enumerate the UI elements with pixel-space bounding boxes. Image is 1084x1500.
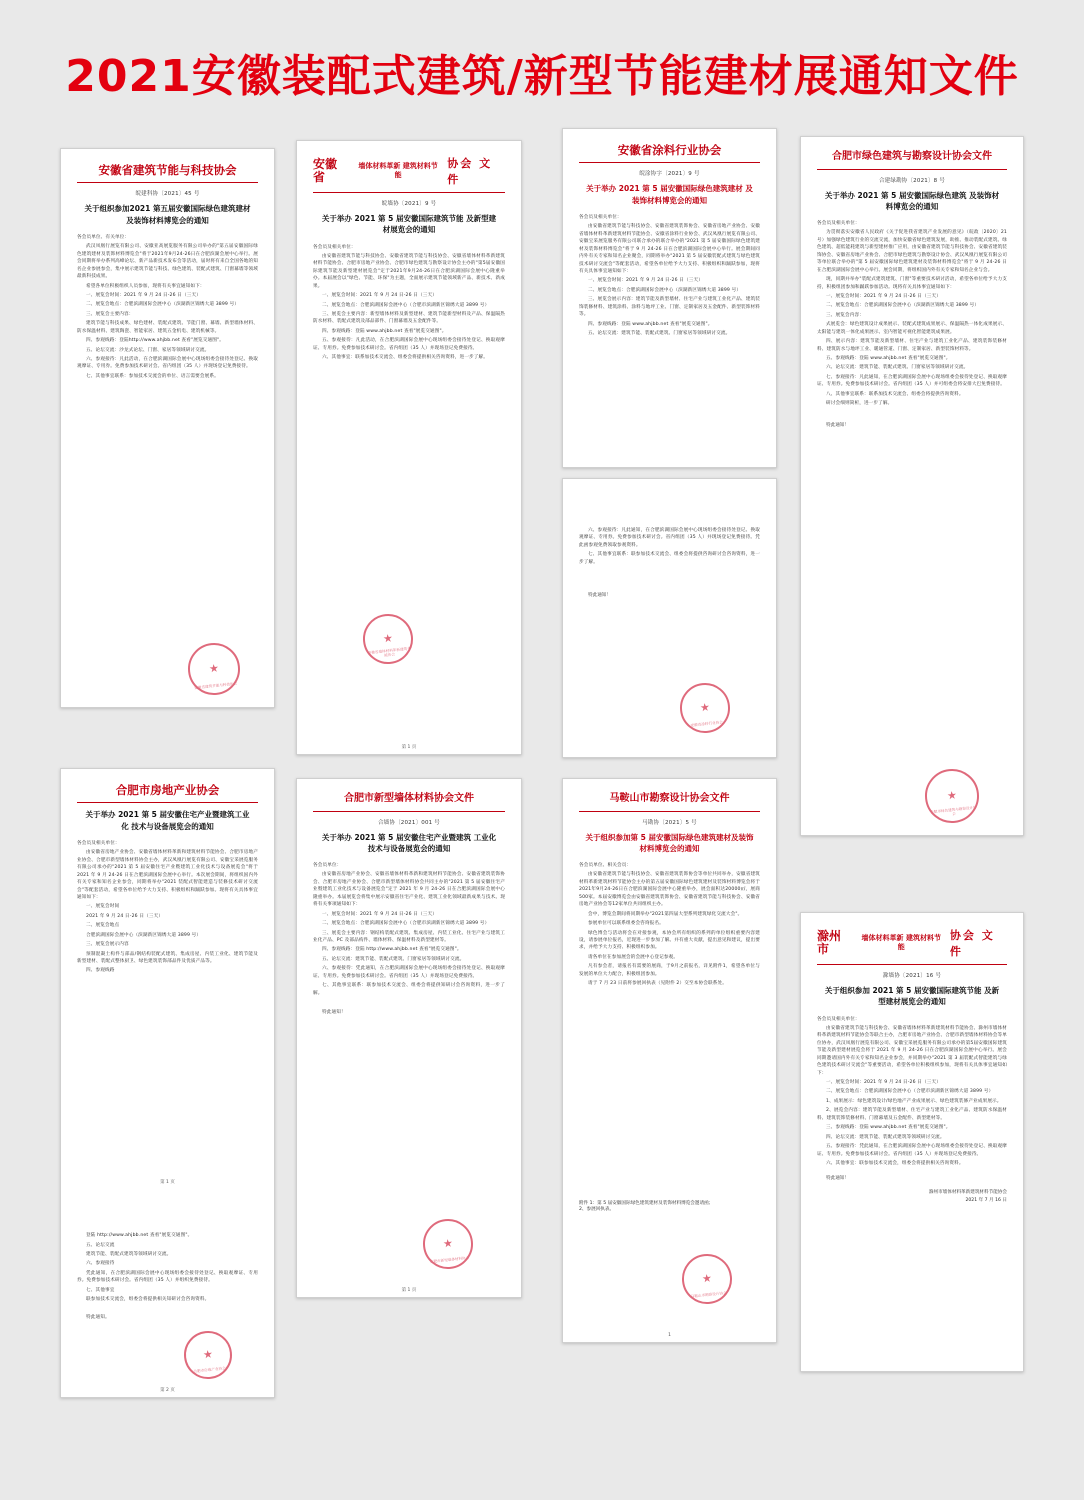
doc-header-left: 滁州市: [817, 929, 842, 956]
attachment-item: 2、参展回执表。: [579, 1207, 615, 1212]
paragraph: 希望各单位积极组织人员参加，现将有关事宜通知如下：: [86, 283, 205, 289]
paragraph: 预制混凝土构件与部品/钢结构装配式建筑、集成房屋、内装工业化、建筑节能及新型建材、装配式整体厨卫、绿色建筑装饰部品件及优质产品等。: [77, 951, 258, 964]
paragraph: 由安徽省建筑节能与科技协会、安徽省建筑装饰协会、安徽省房地产业协会、安徽省墙体材料革新建筑材料节能协会、安徽省涂料行业协会、武汉凤凰行展览有限公司、安徽宝采展览服务有限公司联合承办的联合举办的"2021 第 5 届安徽国际绿色建筑建材及装饰材料博览会"将于 9 月 24-26 日在合肥滨湖国际会展中心举行。展会期间同内外有关专家和知名企业聚会，同期将举办"2021 第 5 届安徽装配式建筑与绿色建筑技术研讨交流会"等配套活动，希望各单位给予大力支持、积极组织和踊跃参加，现将有关具体事宜通知如下：: [579, 224, 760, 274]
official-seal: [182, 1329, 235, 1382]
header-rule: [579, 162, 760, 163]
doc-body: [579, 527, 760, 566]
paragraph: 五、参观线路：登陆 www.ahjbb.net 查看"展览交通图"。: [826, 356, 951, 361]
seal-text: ★ 合肥市绿色建筑与勘察设计协会: [930, 805, 977, 817]
salutation: 各会员及相关单位：: [313, 244, 356, 250]
doc-title: 关于举办 2021 第 5 届安徽国际建筑节能 及新型建材展览会的通知: [321, 214, 497, 235]
doc-title: 关于组织参加第 5 届安徽国际绿色建筑建材及装饰 材料博览会的通知: [585, 832, 754, 853]
doc-header: 合肥市新型墙体材料协会文件: [344, 793, 474, 804]
paragraph: 二、展览会地点：合肥滨湖国际会展中心（合肥市滨湖新区锦绣大道 3899 号）: [322, 302, 490, 308]
doc-header: 安徽省建筑节能与科技协会: [98, 163, 237, 177]
doc-header-right: 协会 文件: [949, 929, 995, 958]
signature-org: 滁州市墙体材料革新建筑材料节能协会: [928, 1190, 1007, 1196]
paragraph: 请各单位在参加展会的会展中心登记参观。: [588, 954, 679, 960]
paragraph: 由安徽省房地产业协会、安徽省墙体材料革新和建筑材料节能协会、安徽省建筑装饰协会、合肥市房地产业协会、合肥市新型墙体材料协会共同主办的"2021 第 5 届安徽住宅产业暨建筑工业化技术与设备展览会"定于 2021 年 9 月 24-26 日在合肥滨湖国际会展中心隆重举办。本届展览会将集中展示安徽省住宅产业化、建筑工业化领域最新成果与技术。现将有关事项通知如下：: [313, 872, 505, 908]
paragraph: 参展单位可以联系组委会咨询报名。: [588, 921, 664, 927]
paragraph: 六、论坛交流：建筑节能、装配式建筑、门窗家居等领域研讨交流。: [826, 365, 969, 371]
document-card-chuzhou-qiangti: [800, 912, 1024, 1372]
paragraph: 三、展览会主要内容：新型墙体材料及新型建材、建筑节能新型材料及产品、保温隔热防水材料、装配式建筑及部品部件、门窗幕墙及五金配件等。: [313, 312, 505, 325]
closing-note: 特此通知！: [826, 422, 849, 428]
page-number: 第 1 页: [401, 1288, 417, 1293]
document-card-hefei-xinxing-qiangti: [296, 778, 522, 1298]
doc-title: 关于举办 2021 第 5 届安徽国际绿色建筑建材 及装饰材料博览会的通知: [586, 184, 753, 205]
doc-body: [579, 862, 760, 988]
salutation: 各会员单位、相关会员：: [579, 863, 632, 868]
page-number: 1: [668, 1333, 671, 1338]
doc-header: [817, 927, 1007, 959]
salutation: 各会员单位、有关单位：: [77, 234, 130, 240]
header-rule: [313, 811, 505, 812]
doc-body: [579, 214, 760, 338]
paragraph: 八、其他事宜联系：联系加技术交流会、组委会将提供咨询资料。: [826, 391, 964, 397]
header-rule: [579, 811, 760, 812]
paragraph: 一、展览会时间：2021 年 9 月 24 日-26 日（三天）: [86, 292, 202, 298]
paragraph: 三、展览会主要内容：钢结构装配式建筑、集成房屋、内装工业化、住宅产业与建筑工业化产品、PC 及部品构件、墙体材料、保温材料及新型建材等。: [313, 930, 505, 943]
paragraph: 七、其他事宜: [86, 1287, 115, 1293]
paragraph: 七、其他事宜联系：联参加技术交流会、组委会将提供知研讨会咨询资料，进一步了解。: [313, 983, 505, 996]
paragraph: 三、展览会展示内容：建筑节能及新型墙材、住宅产业与建筑工业化产品、建筑装饰装修材料、建筑涂料、涂料与地坪工业、门窗、定制家居及五金配件、新型装饰材料等。: [579, 297, 760, 318]
closing-note: 特此通知！: [322, 1010, 346, 1015]
paragraph: 二、展览会地点：合肥滨湖国际会展中心（滨湖新区锦绣大道 3899 号）: [588, 287, 742, 293]
paragraph: 四、参观线路：登陆http://www.ahjbb.net 查看"展览交通图"。: [86, 338, 224, 344]
doc-number: 合建绿勘协〔2021〕8 号: [878, 177, 946, 184]
paragraph: 现，同期并举办"装配式建筑建筑、门窗"等重要技术研讨活动，希望各单位给予大力支持，积极组团参加和踊跃参加活动。现将有关具体事宜通知如下：: [817, 277, 1007, 290]
paragraph: 二、展览会地点：合肥滨湖国际会展中心（滨湖新区锦绣大道 3899 号）: [86, 302, 240, 308]
header-rule: [77, 802, 258, 803]
paragraph: 2021 年 9 月 24 日-26 日（三天）: [86, 913, 164, 919]
paragraph: 四、展示内容：建筑节能及新型墙材、住宅产业与建筑工业化产品、建筑装饰装修材料、建筑防水与地坪工业、暖通管道、门窗、定制家居、新型装饰材料等。: [817, 339, 1007, 352]
closing-note: 特此通知！: [826, 1176, 849, 1182]
doc-header-mid: 墙体材料革新 建筑材料节能: [358, 162, 438, 179]
header-rule: [77, 182, 258, 183]
paragraph: 一、展览会时间：2021 年 9 月 24 日-26 日（三天）: [322, 911, 438, 917]
official-seal: [185, 640, 242, 697]
paragraph: 五、论坛交流: [86, 1242, 115, 1248]
paragraph: 为贯彻落实安徽省人民政府《关于促进我省建筑产业发展的意见》（皖政〔2020〕21 号）加强绿色建筑行业的交流交流，加快安徽省绿色建筑发展，助推、推动装配式建筑、绿色建筑、超低能耗建筑与新型建材推广应用，由安徽省建筑节能与科技协会、安徽省建筑装饰协会、安徽省房地产业协会、合肥市绿色建筑与勘察设计协会、武汉凤凰行展览有限公司等单位联合举办的"第 5 届安徽国际绿色建筑建材及装饰材料博览会"将于 9 月 24-26 日在合肥滨湖国际会展中心举行。展会同期，将组织国内外有关专家和知名企业与会。: [817, 230, 1007, 273]
paragraph: 研讨会细则简析，进一步了解。: [826, 401, 893, 407]
doc-number: 滁墙协〔2021〕16 号: [882, 973, 942, 979]
paragraph: 一、展览会时间：2021 年 9 月 24 日-26 日（三天）: [826, 293, 942, 299]
paragraph: 二、展览会地点：合肥滨湖国际会展中心（合肥市滨湖新区锦绣大道 3899 号）: [826, 1089, 994, 1095]
closing-note: 特此通知！: [588, 593, 611, 599]
paragraph: 五、论坛交流：沙龙式论坛、门窗、家居等领域研讨交流。: [86, 347, 210, 353]
paragraph: 由安徽省建筑节能与科技协会、安徽省建筑节能与科技协会、安徽省墙体材料革新建筑材料节能协会、合肥市房地产业协会、合肥市绿色建筑与勘察设计协会主办的"第5届安徽国际建筑节能及新型建材展览会"定于2021年9月24-26日在合肥滨湖国际会展中心隆重举办。本届展会以"绿色、节能、环保"为主题，全面展示建筑节能领域新产品、新技术、新成果。: [313, 253, 505, 289]
paragraph: 六、参观接待：凡此通知，在合肥滨湖国际会展中心现场组委会接待处登记、换取观摩证、专用券。免费参加技术研讨会。省内组团（35 人）并现场登记免费接待。凭此函参观免费领取参观资料。: [579, 528, 760, 548]
doc-title: 关于组织参加2021 第五届安徽国际绿色建筑建材 及装饰材料博览会的通知: [84, 204, 251, 225]
seal-text: ★ 合肥市新型墙体材料协会: [429, 1255, 470, 1265]
header-rule: [817, 964, 1007, 965]
salutation: 各会员及相关单位：: [817, 1016, 860, 1022]
signature-date: 2021 年 7 月 16 日: [965, 1197, 1007, 1203]
paragraph: 六、参观接待：凡此活动，在合肥滨湖国际会展中心现场组委会接待处登记、换取观摩证、专用券。免费参加技术研讨会。省内组团（35 人）并现场登记免费接待。: [77, 357, 258, 370]
seal-text: ★ 安徽省涂料行业协会: [690, 720, 723, 728]
doc-body: [77, 234, 258, 380]
page-number: 第 1 页: [160, 1180, 175, 1185]
paragraph: 武汉凤凰行展览有限公司、安徽亚高展览服务有限公司举办的"第五届安徽国际绿色建筑建材及装饰材料博览会"将于2021年9月24-26日在合肥滨湖会展中心举行。展会同期将举办系列高峰论坛、新产品新技术发布会等活动，届时将有来自全国各地的知名企业参展参会，集中展示建筑节能与科技、绿色建筑、装配式建筑、门窗幕墙等领域最新科技成果。: [77, 244, 258, 280]
page-number-bottom: 第 2 页: [160, 1388, 175, 1393]
paragraph: 七、其他事宜联系：参加技术交流会的单位、语言需要会展系。: [86, 373, 219, 379]
document-card-hefei-fangdi: [60, 768, 275, 1398]
paragraph: 二、展览会地点：合肥滨湖国际会展中心（滨湖新区锦绣大道 3899 号）: [826, 303, 980, 309]
paragraph: 三、展览会主要内容：: [86, 311, 134, 317]
closing-note: 特此通知。: [86, 1314, 110, 1320]
paragraph: 由安徽省房地产业协会、安徽省墙体材料革新和建筑材料节能协会、合肥市房地产业协会、合肥市新型墙体材料协会主办，武汉凤凰行展览有限公司、安徽宝采展览服务有限公司承办的"2021 第 5 届安徽住宅产业暨建筑工业化技术与设备展览会"将于 2021 年 9 月 24-26 日在合肥滨湖国际会展中心举行。本次展会期间，将组织国内外有关专家和知名企业参会，同期将举办"2021 装配式智能建造与装修技术研讨交流会"等配套活动，希望各单位给予大力支持、积极组织和踊跃参加。现将有关具体事宜通知如下：: [77, 850, 258, 900]
document-card-anhui-jianzhu-jieneng: [60, 148, 275, 708]
doc-header: 合肥市绿色建筑与勘察设计协会文件: [832, 151, 992, 162]
paragraph: 由安徽省建筑节能与科技协会、安徽省建筑装饰协会等单位共同举办，安徽省建筑材料革新建筑材料节能协会主办的第五届安徽国际绿色建筑建材及装饰材料博览会将于2021年9月24-26日在合肥滨湖国际会展中心隆重举办，展会面积达20000㎡，展商500家。本届安徽博览会由安徽省建筑装饰协会、安徽省建筑节能与科技协会、安徽省房地产业协会等12家单位共同组织主办。: [579, 872, 760, 908]
paragraph: 一、展览会时间：2021 年 9 月 24 日-26 日（三天）: [826, 1080, 942, 1085]
paragraph: 联参加技术交流会，组委会将提供相关知研讨会咨询资料。: [86, 1297, 210, 1303]
signature-block: [817, 1189, 1007, 1204]
paragraph: 凡有参会者，请报名有需要的展商，于9月之前报名，详见附件1，希望各单位与发展的单位大力配合，积极组团参加。: [579, 964, 760, 977]
page-number: 第 1 页: [401, 745, 417, 750]
paragraph: 四、参观线路: [86, 968, 115, 974]
paragraph: 建筑节能、装配式建筑等领域研讨交流。: [86, 1251, 172, 1257]
document-card-anhui-qiangti: [296, 140, 522, 755]
paragraph: 七、参观接待：凡此通知，在合肥滨湖国际会展中心现场组委会接待处登记、换取观摩证、专用券。免费参加技术研讨会。省内组团（35 人）并可组委会将安排大巴免费接待。: [817, 374, 1007, 388]
doc-title: 关于举办 2021 第 5 届安徽住宅产业暨建筑工业化 技术与设备展览会的通知: [85, 810, 250, 831]
paragraph: 四、参观线路：登陆 http://www.ahjbb.net 查看"展览交通图"。: [322, 947, 462, 953]
paragraph: 六、其他事宜：联参加技术交流会，组委会将提供相关咨询资料。: [826, 1160, 964, 1166]
paragraph: 五、参观接待：凭此通知，在合肥滨湖国际会展中心现场组委会接待处登记、换取观摩证、专用券。免费参加技术研讨会。省内组团（35 人）并现场登记免费接待。: [817, 1144, 1007, 1157]
paragraph: 三、展览会展示内容: [86, 942, 129, 948]
paragraph: 一、展览会时间: [86, 904, 120, 910]
document-card-maanshan-kancha: [562, 778, 777, 1343]
paragraph: 建筑节能与科技成果、绿色建材、装配式建筑、节能门窗、幕墙、新型墙体材料、防水保温材料、建筑陶瓷、智能家居、建筑五金机电、建筑机械等。: [77, 321, 258, 334]
paragraph: 六、参观接待: [86, 1261, 115, 1267]
paragraph: 三、展览会内容：: [826, 312, 864, 318]
paragraph: 合肥滨湖国际会展中心（滨湖新区锦绣大道 3899 号）: [86, 932, 202, 938]
document-card-hefei-lvse-jianzhu: [800, 136, 1024, 836]
paragraph: 五、论坛交流：建筑节能、装配式建筑、门窗家居等领域研讨交流。: [588, 331, 731, 336]
doc-header-right: 协会 文件: [447, 157, 493, 186]
doc-number: 合墙协〔2021〕001 号: [377, 819, 441, 826]
paragraph: 会中，博览会期间将同期举办"2021第四届大型系列建筑绿化交流大会"。: [588, 911, 743, 917]
official-seal: [678, 681, 733, 736]
header-rule: [313, 192, 505, 193]
document-card-anhui-tuliao-page2: [562, 478, 777, 758]
paragraph: 请于 7 月 23 日前将参展回执表（见附件 2）交至本协会联系处。: [588, 981, 727, 987]
attachment-item: 附件 1：第 5 届安徽国际绿色建筑建材及装饰材料博览会邀请函；: [579, 1201, 714, 1206]
doc-body-continued: [77, 1232, 258, 1323]
doc-header: 马鞍山市勘察设计协会文件: [609, 793, 730, 804]
doc-body: [313, 244, 505, 362]
document-card-anhui-tuliao: [562, 128, 777, 468]
doc-number: 皖建科协〔2021〕45 号: [135, 191, 200, 198]
doc-title: 关于举办 2021 第 5 届安徽国际绿色建筑 及装饰材料博览会的通知: [824, 190, 1000, 211]
paragraph: 五、论坛交流：建筑节能、装配式建筑、门窗家居等领域研讨交流。: [322, 956, 465, 962]
official-seal: [922, 766, 981, 825]
doc-body: [817, 1016, 1007, 1168]
doc-header-left: 安徽省: [313, 157, 338, 184]
salutation: 各会员及相关单位：: [817, 221, 860, 226]
doc-body: [817, 220, 1007, 408]
doc-title: 关于组织参加 2021 第 5 届安徽国际建筑节能 及新型建材展览会的通知: [824, 986, 1000, 1007]
official-seal: [680, 1252, 735, 1307]
salutation: 各会员单位：: [313, 863, 342, 868]
paragraph: 三、参观线路：登陆 www.ahjbb.net 查看"展览交通图"。: [826, 1125, 951, 1131]
doc-body: [77, 840, 258, 975]
paragraph: 二、展览会地点: [86, 923, 120, 929]
paragraph: 四、参观线路：登陆 www.ahjbb.net 查看"展览交通图"。: [588, 321, 713, 327]
doc-number: 马勘协〔2021〕5 号: [642, 819, 697, 826]
doc-header: [313, 155, 505, 187]
page-title: 2021安徽装配式建筑/新型节能建材展通知文件: [65, 51, 1019, 102]
attachment-list: [579, 1200, 760, 1212]
seal-text: ★ 安徽省墙体材料革新建筑节能协会: [367, 646, 411, 658]
paragraph: 六、其他事宜：联系加技术交流会、组委会将提供相关咨询资料，进一步了解。: [322, 355, 489, 361]
paragraph: 由安徽省建筑节能与科技协会、安徽省墙体材料革新建筑材料节能协会、滁州市墙体材料革新建筑材料节能协会等联合主办，合肥市房地产业协会、合肥市新型墙体材料协会等单位协办，武汉凤凰行展览有限公司、安徽宝采展览服务有限公司承办的第5届安徽国际建筑节能及新型建材展览会将于 2021 年 9 月 24-26 日在合肥滨湖国际会展中心举行。展会同期邀请国内外有关专家和知名企业参会，并同期举办"2021 第 3 届装配式智能建筑与绿色建筑技术研讨交流会"等重要活动，希望各单位积极组织参加，现将有关具体事宜通知如下：: [817, 1025, 1007, 1076]
official-seal: [361, 612, 416, 667]
paragraph: 1、成果展示：绿色建筑设计/绿色地产产业成果展示、绿色建筑装修产业成果展示。: [826, 1098, 1002, 1104]
header-rule: [817, 169, 1007, 170]
paragraph: 四、论坛交流：建筑节能、装配式建筑等领域研讨交流。: [826, 1134, 945, 1140]
doc-header: 合肥市房地产业协会: [115, 783, 220, 797]
seal-text: ★ 合肥市房地产业协会: [193, 1366, 226, 1374]
paragraph: 一、展览会时间：2021 年 9 月 24 日-26 日（三天）: [322, 293, 438, 299]
doc-body: [313, 862, 505, 1016]
doc-header: 安徽省涂料行业协会: [617, 143, 722, 157]
seal-text: ★ 安徽省建筑节能与科技协会: [194, 681, 238, 691]
paragraph: 2、展览会内容：建筑节能及新型墙材、住宅产业与建筑工业化产品、建筑防水保温材料、建筑装饰装修材料、门窗幕墙及五金配件、新型建材等。: [817, 1108, 1007, 1121]
paragraph: 凭此通知，在合肥滨湖国际会展中心现场组委会接待处登记、换取观摩证、专用券。免费参加技术研讨会。省内组团（35 人）并组织免费接待。: [77, 1270, 258, 1284]
paragraph: 四、参观线路：登陆 www.ahjbb.net 查看"展览交通图"。: [322, 328, 447, 334]
salutation: 各会员及相关单位：: [77, 840, 120, 846]
paragraph: 式展览会：绿色建筑设计成果展示、装配式建筑成果展示、保温隔热一体化成果展示、太阳能与建筑一体化成果展示、室内智能可视化智能建筑成果展。: [817, 322, 1007, 335]
paragraph: 二、展览会地点：合肥滨湖国际会展中心（合肥市滨湖新区锦绣大道 3899 号）: [322, 921, 490, 927]
doc-title: 关于举办 2021 第 5 届安徽住宅产业暨建筑 工业化技术与设备展览会的通知: [321, 832, 497, 853]
seal-text: ★ 马鞍山市勘察设计协会: [690, 1291, 727, 1299]
paragraph: 七、其他事宜联系：联参加技术交流会、组委会将提供咨询研讨会咨询资料，进一步了解。: [579, 552, 760, 565]
salutation: 各会员及相关单位：: [579, 214, 622, 220]
paragraph: 登陆 http://www.ahjbb.net 查看"展览交通图"。: [86, 1233, 193, 1239]
official-seal: [421, 1217, 476, 1272]
paragraph: 绿色博会与活动将会在对接参观，本协会所有组织的系列的单位组织重要内容建设，请参展单位报名，近现进一步参加了解。并有重大贡献，提出意见和建议，提出要求，并给予大力支持、积极组织参加。: [579, 930, 760, 951]
paragraph: 五、参观接待：凡此活动，在合肥滨湖国际会展中心现场组委会接待处登记、换取观摩证、专用券。免费参加技术研讨会。省内组团（35 人）并现场登记免费接待。: [313, 338, 505, 351]
paragraph: 一、展览会时间：2021 年 9 月 24 日-26 日（三天）: [588, 278, 704, 284]
doc-number: 皖墙协〔2021〕9 号: [381, 201, 437, 207]
doc-number: 皖涂协字〔2021〕9 号: [639, 171, 700, 178]
paragraph: 六、参观接待：凭此通知，在合肥滨湖国际会展中心现场组委会接待处登记、换取观摩证、专用券。免费参加技术研讨会。省内组团（35 人）并现场登记免费接待。: [313, 966, 505, 979]
doc-header-mid: 墙体材料革新 建筑材料节能: [861, 934, 941, 951]
